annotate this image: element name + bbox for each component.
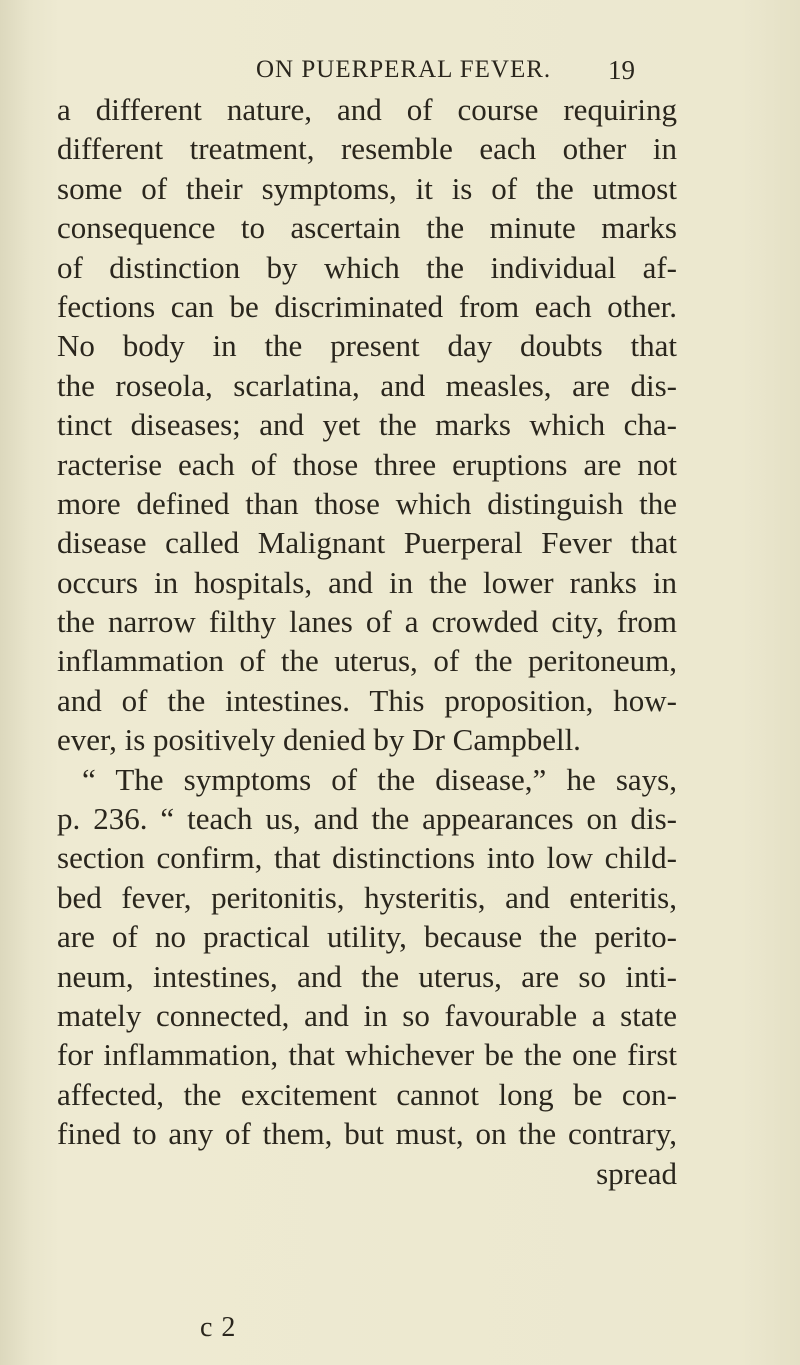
text-line: different treatment, resemble each other in xyxy=(57,131,677,167)
text-line: are of no practical utility, because the perito- xyxy=(57,919,677,955)
text-line: ever, is positively denied by Dr Campbell. xyxy=(57,722,581,758)
signature-mark: c 2 xyxy=(200,1312,237,1343)
text-line: for inflammation, that whichever be the one first xyxy=(57,1037,677,1073)
text-line: fections can be discriminated from each other. xyxy=(57,288,677,324)
text-line: racterise each of those three eruptions are not xyxy=(57,446,677,482)
text-line: No body in the present day doubts that xyxy=(57,328,677,364)
text-line: disease called Malignant Puerperal Fever that xyxy=(57,525,677,561)
page-header xyxy=(0,50,800,90)
text-line: consequence to ascertain the minute marks xyxy=(57,210,677,246)
text-line: more defined than those which distinguish the xyxy=(57,485,677,521)
text-line: p. 236. “ teach us, and the appearances on dis- xyxy=(57,801,677,837)
catchword: spread xyxy=(596,1155,677,1191)
text-line: occurs in hospitals, and in the lower ranks in xyxy=(57,564,677,600)
text-line: “ The symptoms of the disease,” he says, xyxy=(82,761,677,797)
text-line: inflammation of the uterus, of the peritoneum, xyxy=(57,643,677,679)
text-line: mately connected, and in so favourable a state xyxy=(57,997,677,1033)
running-head: ON PUERPERAL FEVER. xyxy=(256,56,552,83)
text-line: bed fever, peritonitis, hysteritis, and enteritis, xyxy=(57,879,677,915)
page-number: 19 xyxy=(608,55,635,85)
text-line: affected, the excitement cannot long be con- xyxy=(57,1076,677,1112)
text-line: of distinction by which the individual af- xyxy=(57,249,677,285)
text-line: tinct diseases; and yet the marks which cha- xyxy=(57,407,677,443)
text-line: neum, intestines, and the uterus, are so inti- xyxy=(57,958,677,994)
text-line: a different nature, and of course requiring xyxy=(57,92,677,127)
text-line: and of the intestines. This proposition, how- xyxy=(57,682,677,718)
body-text xyxy=(57,90,677,1193)
text-line: section confirm, that distinctions into low child- xyxy=(57,840,677,876)
text-line: the narrow filthy lanes of a crowded city, from xyxy=(57,604,677,640)
text-line: fined to any of them, but must, on the contrary, xyxy=(57,1116,677,1152)
text-line: the roseola, scarlatina, and measles, are dis- xyxy=(57,367,677,403)
text-line: some of their symptoms, it is of the utmost xyxy=(57,170,677,206)
